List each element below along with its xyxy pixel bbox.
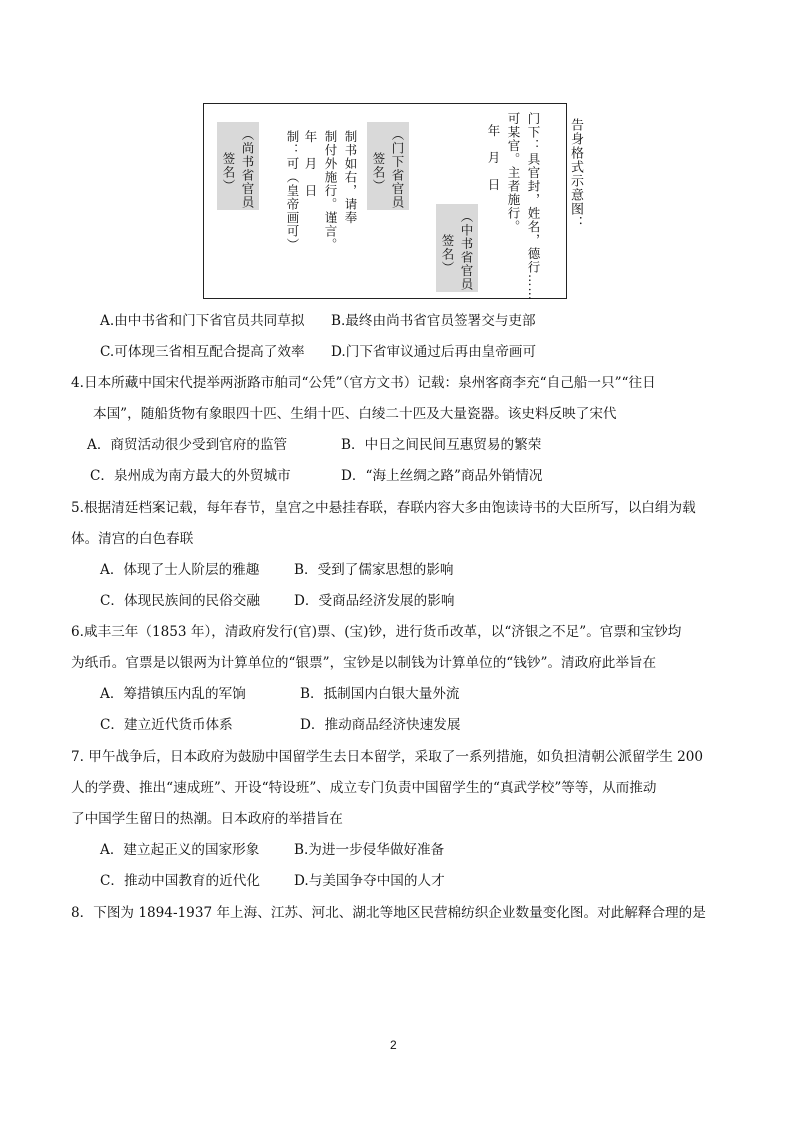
- q7-stem-line: 7. 甲午战争后，日本政府为鼓励中国留学生去日本留学，采取了一系列措施，如负担清朝公派留学生 200: [71, 749, 704, 765]
- q5-stem-line: 5.根据清廷档案记载，每年春节，皇宫之中悬挂春联，春联内容大多由饱读诗书的大臣所写，以白绢为载: [71, 500, 696, 516]
- q3-option-a: A.由中书省和门下省官员共同草拟: [100, 313, 305, 329]
- q3-option-c: C.可体现三省相互配合提高了效率: [100, 344, 305, 360]
- zhongshu-text-line: 可某官。主者施行。: [506, 112, 521, 234]
- q5-stem-line: 体。清宫的白色春联: [71, 531, 194, 547]
- q5-option-d: D．受商品经济发展的影响: [294, 593, 455, 609]
- menxia-text-line: 制付外施行。谨言。: [323, 130, 338, 252]
- q7-stem-line: 人的学费、推出“速成班”、开设“特设班”、成立专门负责中国留学生的“真武学校”等等，从而推动: [71, 780, 657, 796]
- zhongshu-text-block: [485, 112, 542, 301]
- zhongshu-signature-box: [436, 204, 478, 292]
- q4-stem-line: 本国”，随船货物有象眼四十匹、生绢十匹、白绫二十匹及大量瓷器。该史料反映了宋代: [93, 406, 617, 422]
- signature-line: 签名）: [371, 152, 386, 193]
- menxia-date-line: 年 月 日: [303, 130, 318, 198]
- q6-option-a: A．筹措镇压内乱的军饷: [100, 686, 246, 702]
- q5-option-a: A．体现了士人阶层的雅趣: [100, 562, 260, 578]
- q6-stem-line: 6.咸丰三年（1853 年），清政府发行(官)票、(宝)钞，进行货币改革，以“济银之不足”。官票和宝钞均: [71, 624, 682, 640]
- q3-option-b: B.最终由尚书省官员签署交与吏部: [331, 313, 536, 329]
- q5-option-b: B．受到了儒家思想的影响: [294, 562, 454, 578]
- q4-option-a: A．商贸活动很少受到官府的监管: [87, 437, 288, 453]
- q7-stem-line: 了中国学生留日的热潮。日本政府的举措旨在: [71, 811, 343, 827]
- q6-option-c: C．建立近代货币体系: [100, 717, 233, 733]
- menxia-text-block: [302, 130, 359, 252]
- signature-line: 签名）: [221, 152, 236, 193]
- shangshu-signature-box: [217, 122, 259, 210]
- q5-option-c: C．体现民族间的民俗交融: [100, 593, 260, 609]
- figure-caption: 告身格式示意图：: [568, 118, 583, 230]
- signature-line: 签名）: [440, 234, 455, 275]
- q8-stem-line: 8．下图为 1894-1937 年上海、江苏、河北、湖北等地区民营棉纺织企业数量变化图。对此解释合理的是: [71, 905, 706, 921]
- zhongshu-text-line: 门下：具官封，姓名，德行……: [526, 112, 541, 301]
- q4-option-c: C．泉州成为南方最大的外贸城市: [90, 468, 291, 484]
- menxia-signature-box: [367, 122, 409, 210]
- q7-option-a: A．建立起正义的国家形象: [100, 842, 260, 858]
- q6-stem-line: 为纸币。官票是以银两为计算单位的“银票”，宝钞是以制钱为计算单位的“钱钞”。清政府此举旨在: [71, 655, 657, 671]
- q7-option-c: C．推动中国教育的近代化: [100, 873, 260, 889]
- q4-stem-line: 4.日本所藏中国宋代提举两浙路市舶司“公凭”（官方文书）记载：泉州客商李充“自己船一只”“往日: [71, 375, 656, 391]
- signature-line: （尚书省官员: [240, 128, 255, 209]
- q7-option-b: B.为进一步侵华做好准备: [294, 842, 445, 858]
- page-number: 2: [390, 1038, 397, 1052]
- zhongshu-date-line: 年 月 日: [486, 124, 501, 192]
- imperial-approval-line: 制：可（皇帝画可）: [285, 130, 300, 252]
- signature-line: （中书省官员: [459, 210, 474, 291]
- q6-option-d: D．推动商品经济快速发展: [300, 717, 461, 733]
- q7-option-d: D.与美国争夺中国的人才: [294, 873, 445, 889]
- signature-line: （门下省官员: [390, 128, 405, 209]
- imperial-approval-block: [284, 130, 301, 252]
- q3-option-d: D.门下省审议通过后再由皇帝画可: [331, 344, 537, 360]
- menxia-text-line: 制书如右，请奉: [343, 130, 358, 225]
- q4-option-d: D．“海上丝绸之路”商品外销情况: [341, 468, 543, 484]
- q4-option-b: B．中日之间民间互惠贸易的繁荣: [341, 437, 542, 453]
- q6-option-b: B．抵制国内白银大量外流: [300, 686, 460, 702]
- gaoshen-format-diagram: [203, 103, 567, 299]
